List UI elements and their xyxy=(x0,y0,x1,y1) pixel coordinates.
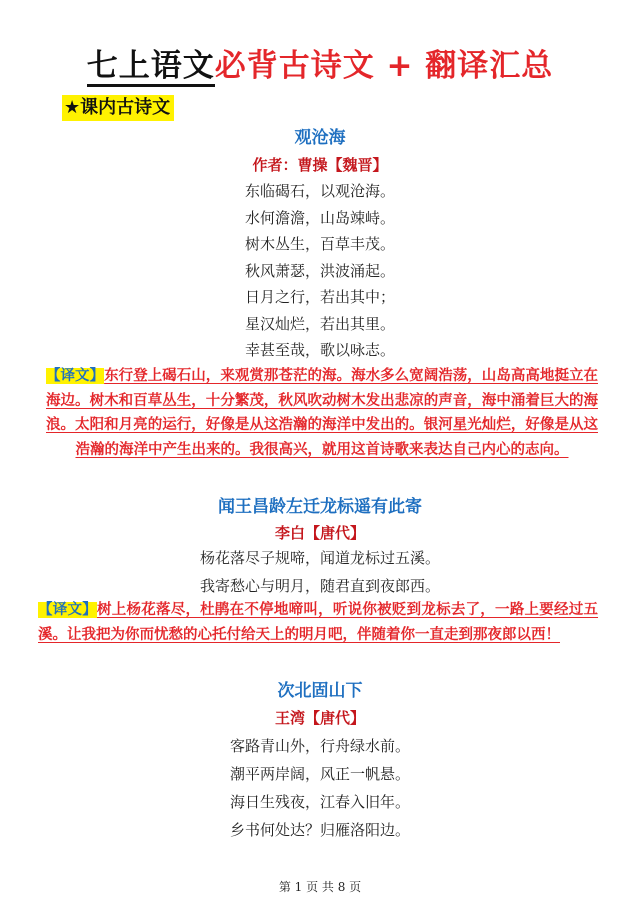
poem-lines xyxy=(0,732,640,844)
poem-line: 海日生残夜，江春入旧年。 xyxy=(229,793,410,811)
title-black-part: 七上语文 xyxy=(87,48,215,87)
section-heading: ★课内古诗文 xyxy=(62,95,174,121)
poem-line: 潮平两岸阔，风正一帆悬。 xyxy=(229,765,410,783)
poem-line: 幸甚至哉，歌以咏志。 xyxy=(244,341,395,359)
poem-line: 水何澹澹，山岛竦峙。 xyxy=(244,208,395,227)
poem-line: 树木丛生，百草丰茂。 xyxy=(244,235,395,253)
translation-block xyxy=(38,598,598,647)
poem-line: 东临碣石，以观沧海。 xyxy=(244,182,395,200)
poem-line: 客路青山外，行舟绿水前。 xyxy=(229,737,410,755)
poem-author: 李白【唐代】 xyxy=(274,524,365,542)
poem-line: 乡书何处达？归雁洛阳边。 xyxy=(229,821,410,839)
translation-tag: 【译文】 xyxy=(46,368,105,384)
translation-tag: 【译文】 xyxy=(38,602,97,618)
translation-text: 东行登上碣石山，来观赏那苍茫的海。海水多么宽阔浩荡，山岛高高地挺立在海边。树木和百草丛生，十分繁茂，秋风吹动树木发出悲凉的声音，海中涌着巨大的海浪。太阳和月亮的运行，好像是从这浩瀚的海洋中发出的。银河星光灿烂，好像是从这浩瀚的海洋中产生出来的。我很高兴，就用这首诗歌来表达自己内心的志向。 xyxy=(46,368,598,458)
page-title xyxy=(0,46,640,86)
poem-title-ci-beigu-shan-xia: 次北固山下 xyxy=(277,681,363,701)
poem-author: 作者：曹操【魏晋】 xyxy=(252,156,388,174)
poem-line: 星汉灿烂，若出其里。 xyxy=(244,314,395,333)
poem-line: 秋风萧瑟，洪波涌起。 xyxy=(244,261,395,280)
title-red-part: 必背古诗文 + 翻译汇总 xyxy=(214,48,554,84)
poem-line: 日月之行，若出其中； xyxy=(244,288,395,306)
translation-block xyxy=(46,364,598,462)
poem-author: 王湾【唐代】 xyxy=(274,709,365,727)
translation-text: 树上杨花落尽，杜鹃在不停地啼叫，听说你被贬到龙标去了，一路上要经过五溪。让我把为你而忧愁的心托付给天上的明月吧，伴随着你一直走到那夜郎以西！ xyxy=(38,602,599,643)
poem-line: 杨花落尽子规啼，闻道龙标过五溪。 xyxy=(199,549,440,567)
poem-lines xyxy=(0,544,640,600)
poem-title-guan-cang-hai: 观沧海 xyxy=(294,128,346,148)
poem-lines xyxy=(0,178,640,364)
poem-title-wen-wang-changling: 闻王昌龄左迁龙标遥有此寄 xyxy=(218,497,422,517)
poem-line: 我寄愁心与明月，随君直到夜郎西。 xyxy=(199,577,440,595)
page-number-footer: 第 1 页 共 8 页 xyxy=(278,880,362,894)
